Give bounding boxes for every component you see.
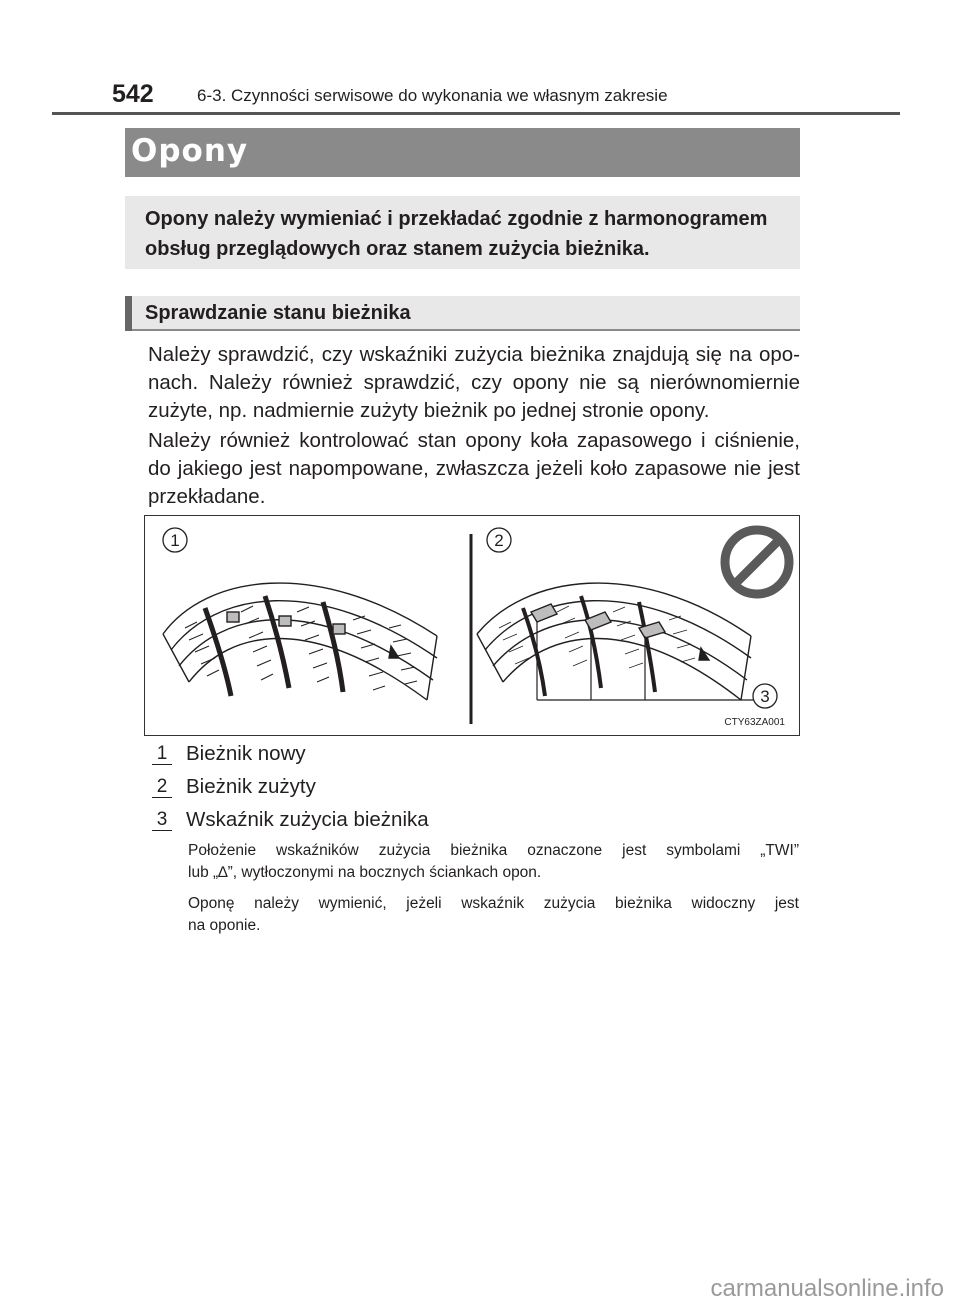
watermark: carmanualsonline.info [710, 1275, 944, 1302]
legend-label: Bieżnik nowy [186, 742, 306, 765]
header-rule [52, 112, 900, 115]
note-1-line-1: Położenie wskaźników zużycia bieżnika oznaczone jest symbolami „TWI” [188, 842, 799, 859]
legend-label: Wskaźnik zużycia bieżnika [186, 808, 429, 831]
paragraph2-line: Należy również kontrolować stan opony koła zapasowego i ciśnienie, [148, 429, 800, 452]
svg-text:2: 2 [494, 531, 504, 550]
legend-item-1 [152, 742, 306, 766]
page-title: Opony [131, 133, 249, 169]
figure-code: CTY63ZA001 [724, 717, 785, 728]
legend-label: Bieżnik zużyty [186, 775, 316, 798]
callout-3 [753, 684, 777, 708]
legend-item-3 [152, 808, 429, 832]
note-1-line-2: lub „∆”, wytłoczonymi na bocznych ściankach opon. [188, 864, 542, 881]
intro-line-1: Opony należy wymieniać i przekładać zgodnie z harmonogramem [145, 208, 768, 230]
paragraph2-line: do jakiego jest napompowane, zwłaszcza jeżeli koło zapasowe nie jest [148, 457, 800, 480]
callout-1 [163, 528, 187, 552]
tire-illustration-svg [145, 516, 799, 735]
subsection-marker [125, 296, 132, 331]
legend-number: 3 [152, 809, 172, 831]
svg-text:3: 3 [760, 687, 770, 706]
prohibited-icon [725, 530, 789, 594]
paragraph1-line: zużyte, np. nadmiernie zużyty bieżnik po jednej stronie opony. [148, 399, 710, 422]
paragraph2-line: przekładane. [148, 485, 266, 508]
paragraph1-line: Należy sprawdzić, czy wskaźniki zużycia bieżnika znajdują się na opo- [148, 343, 800, 366]
tire-worn-illustration [477, 583, 753, 700]
svg-text:1: 1 [170, 531, 180, 550]
legend-number: 2 [152, 776, 172, 798]
tire-new-illustration [163, 583, 437, 700]
section-heading: 6-3. Czynności serwisowe do wykonania we własnym zakresie [197, 86, 668, 105]
callout-2 [487, 528, 511, 552]
tire-tread-figure [144, 515, 800, 736]
legend-number: 1 [152, 743, 172, 765]
note-2-line-2: na oponie. [188, 917, 261, 934]
page-number: 542 [112, 80, 154, 108]
paragraph1-line: nach. Należy również sprawdzić, czy opony nie są nierównomiernie [148, 371, 800, 394]
note-2-line-1: Oponę należy wymienić, jeżeli wskaźnik zużycia bieżnika widoczny jest [188, 895, 799, 912]
legend-item-2 [152, 775, 316, 799]
intro-line-2: obsług przeglądowych oraz stanem zużycia bieżnika. [145, 238, 650, 260]
subsection-title: Sprawdzanie stanu bieżnika [145, 302, 411, 324]
